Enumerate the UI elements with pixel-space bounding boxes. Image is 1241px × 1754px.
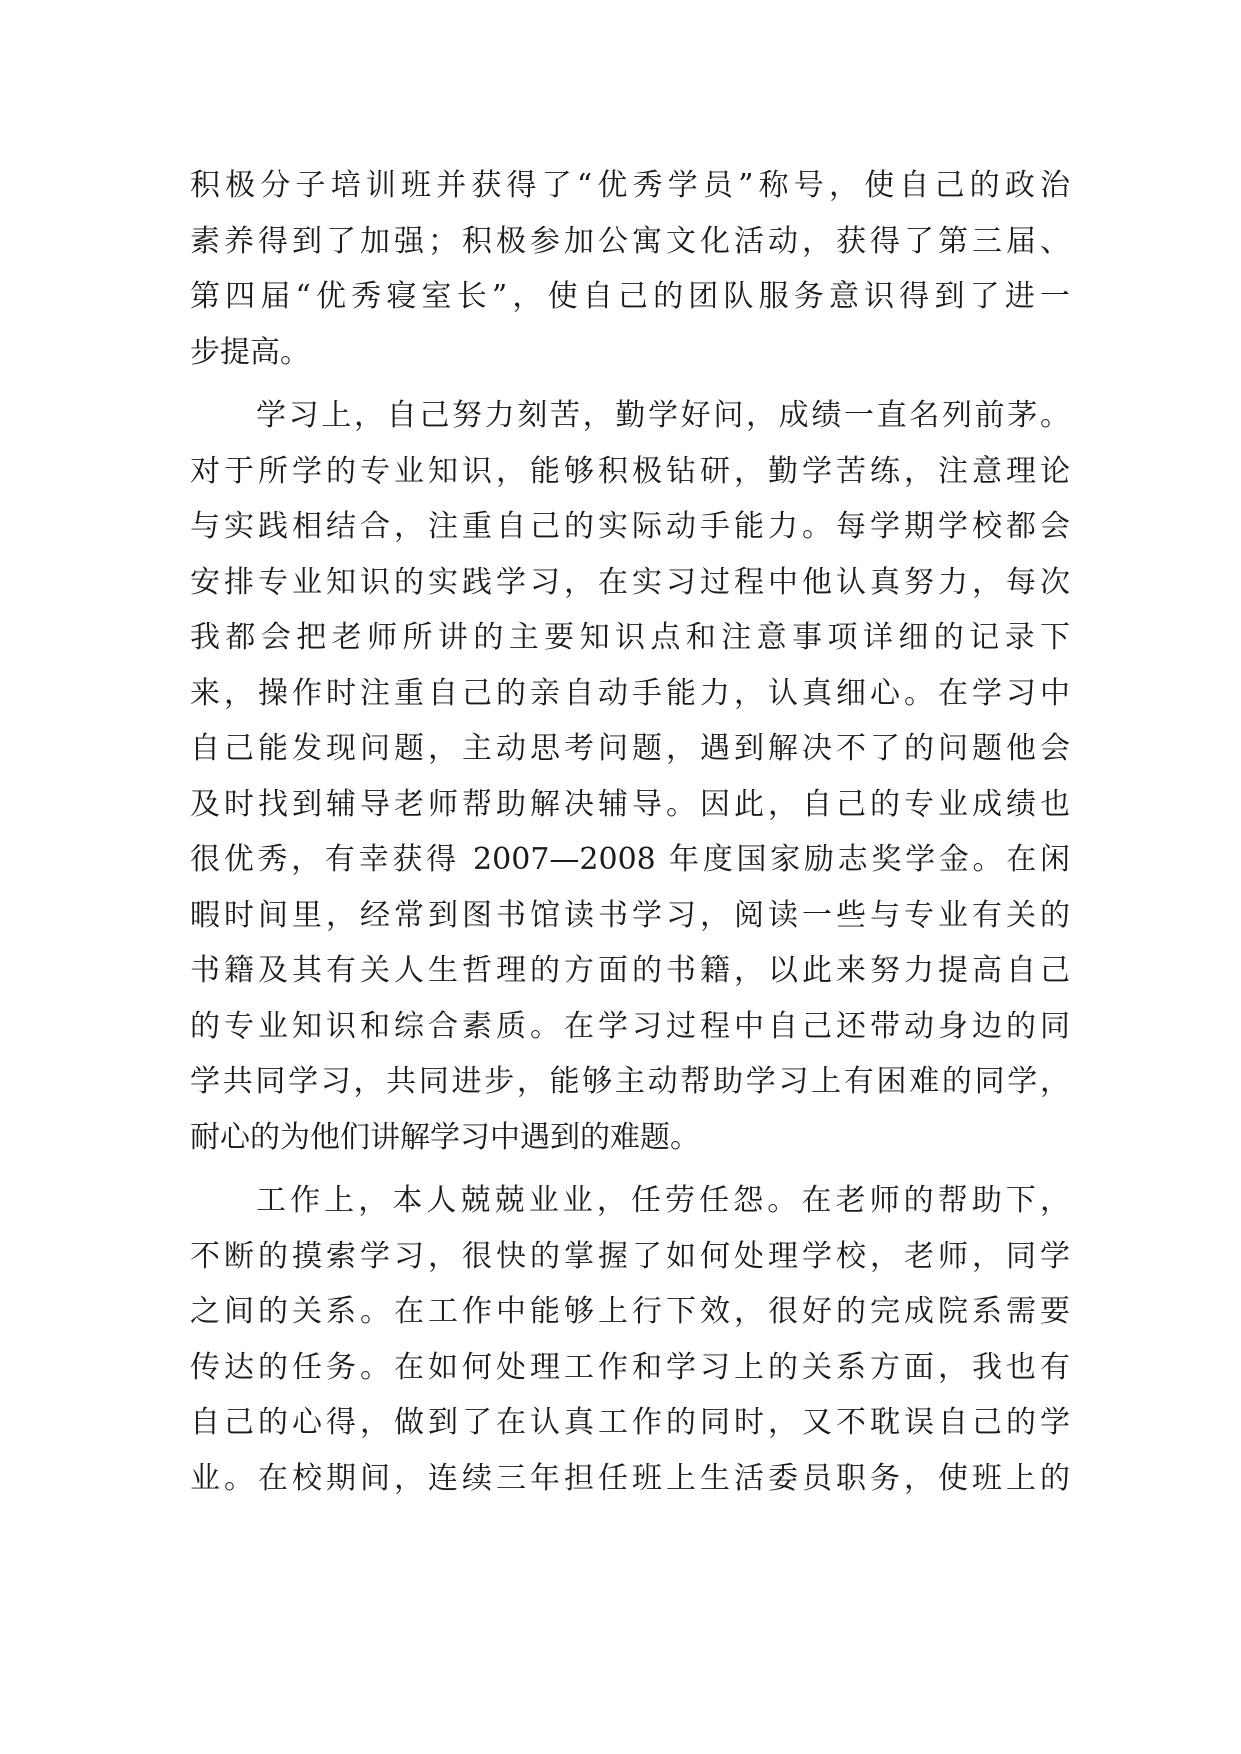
text-line: 传达的任务。在如何处理工作和学习上的关系方面，我也有	[190, 1349, 1070, 1385]
body-text	[190, 158, 1070, 1506]
paragraph	[190, 158, 1070, 380]
text-line: 积极分子培训班并获得了“优秀学员”称号，使自己的政治	[190, 168, 1070, 203]
text-line: 及时找到辅导老师帮助解决辅导。因此，自己的专业成绩也	[190, 786, 1070, 822]
text-line: 工作上，本人兢兢业业，任劳任怨。在老师的帮助下，	[256, 1183, 1070, 1218]
text-line: 与实践相结合，注重自己的实际动手能力。每学期学校都会	[190, 509, 1070, 544]
text-line: 自己的心得，做到了在认真工作的同时，又不耽误自己的学	[190, 1405, 1070, 1440]
text-line: 书籍及其有关人生哲理的方面的书籍，以此来努力提高自己	[190, 953, 1070, 988]
text-line: 耐心的为他们讲解学习中遇到的难题。	[190, 1119, 700, 1155]
text-line: 自己能发现问题，主动思考问题，遇到解决不了的问题他会	[190, 731, 1070, 766]
text-line: 业。在校期间，连续三年担任班上生活委员职务，使班上的	[190, 1460, 1070, 1496]
paragraph	[190, 388, 1070, 1165]
text-line: 第四届“优秀寝室长”，使自己的团队服务意识得到了进一	[190, 279, 1070, 314]
text-line: 我都会把老师所讲的主要知识点和注意事项详细的记录下	[190, 620, 1070, 655]
text-line: 的专业知识和综合素质。在学习过程中自己还带动身边的同	[190, 1008, 1070, 1044]
text-line: 素养得到了加强；积极参加公寓文化活动，获得了第三届、	[190, 223, 1070, 259]
text-line: 步提高。	[190, 334, 310, 370]
paragraph	[190, 1173, 1070, 1506]
text-line: 暇时间里，经常到图书馆读书学习，阅读一些与专业有关的	[190, 897, 1070, 933]
text-line: 安排专业知识的实践学习，在实习过程中他认真努力，每次	[190, 564, 1070, 600]
text-line: 之间的关系。在工作中能够上行下效，很好的完成院系需要	[190, 1294, 1070, 1329]
text-line: 很优秀，有幸获得 2007—2008 年度国家励志奖学金。在闲	[190, 842, 1070, 877]
text-line: 学共同学习，共同进步，能够主动帮助学习上有困难的同学，	[190, 1064, 1070, 1099]
text-line: 对于所学的专业知识，能够积极钻研，勤学苦练，注意理论	[190, 453, 1070, 489]
text-line: 学习上，自己努力刻苦，勤学好问，成绩一直名列前茅。	[256, 398, 1070, 433]
text-line: 不断的摸索学习，很快的掌握了如何处理学校，老师，同学	[190, 1238, 1070, 1274]
text-line: 来，操作时注重自己的亲自动手能力，认真细心。在学习中	[190, 675, 1070, 711]
